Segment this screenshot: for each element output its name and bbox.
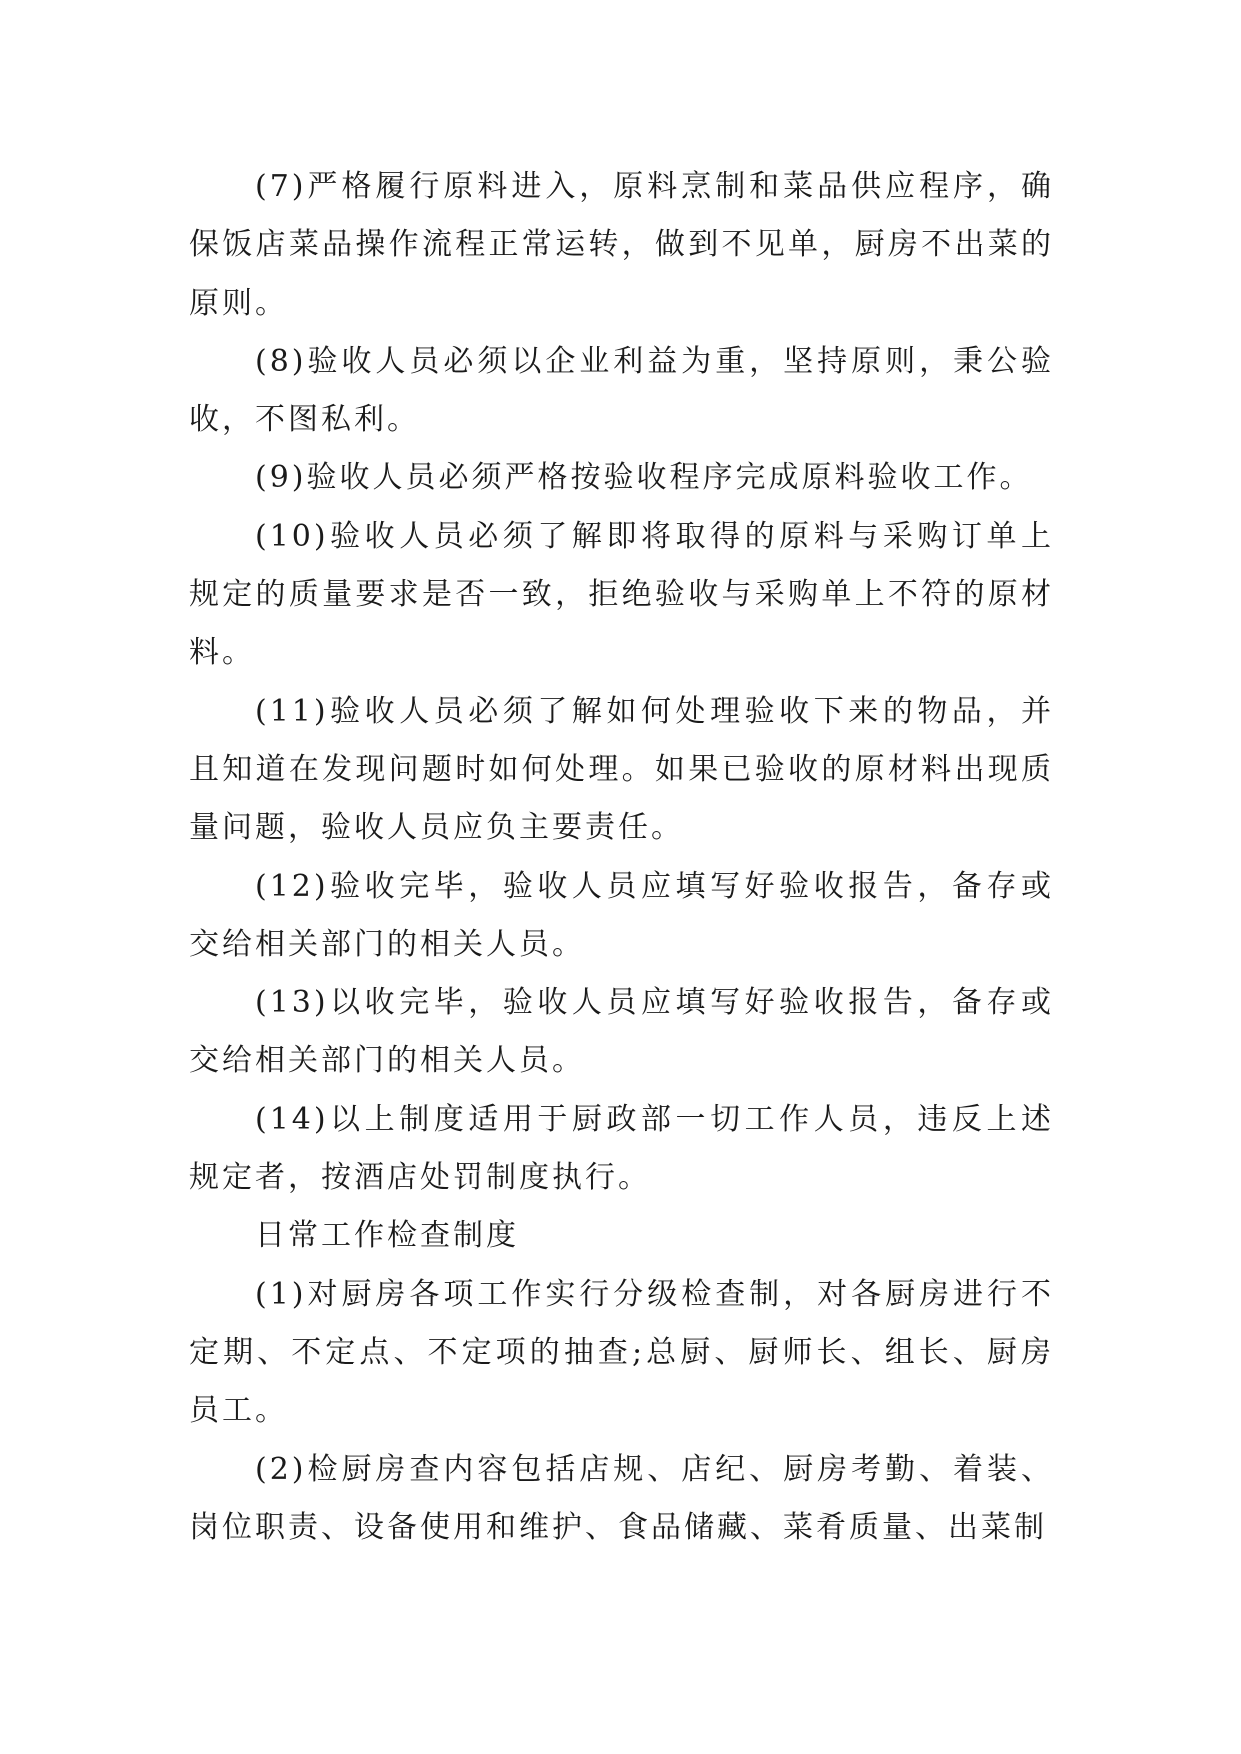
- paragraph-12: (12)验收完毕，验收人员应填写好验收报告，备存或交给相关部门的相关人员。: [189, 868, 1054, 962]
- paragraph-7: (7)严格履行原料进入，原料烹制和菜品供应程序，确保饭店菜品操作流程正常运转，做到不见单，厨房不出菜的原则。: [189, 169, 1054, 321]
- paragraph-13: (13)以收完毕，验收人员应填写好验收报告，备存或交给相关部门的相关人员。: [189, 985, 1054, 1079]
- document-body: [189, 158, 1054, 1557]
- section-heading: 日常工作检查制度: [255, 1218, 519, 1254]
- paragraph-14: (14)以上制度适用于厨政部一切工作人员，违反上述规定者，按酒店处罚制度执行。: [189, 1101, 1054, 1196]
- paragraph-11: (11)验收人员必须了解如何处理验收下来的物品，并且知道在发现问题时如何处理。如果已验收的原材料出现质量问题，验收人员应负主要责任。: [189, 693, 1054, 846]
- paragraph-2: (2)检厨房查内容包括店规、店纪、厨房考勤、着装、岗位职责、设备使用和维护、食品储藏、菜肴质量、出菜制: [189, 1451, 1054, 1545]
- paragraph-1: (1)对厨房各项工作实行分级检查制，对各厨房进行不定期、不定点、不定项的抽查;总厨、厨师长、组长、厨房员工。: [189, 1276, 1054, 1429]
- paragraph-10: (10)验收人员必须了解即将取得的原料与采购订单上规定的质量要求是否一致，拒绝验收与采购单上不符的原材料。: [189, 518, 1054, 671]
- paragraph-8: (8)验收人员必须以企业利益为重，坚持原则，秉公验收，不图私利。: [189, 343, 1054, 438]
- paragraph-9: (9)验收人员必须严格按验收程序完成原料验收工作。: [255, 460, 1033, 496]
